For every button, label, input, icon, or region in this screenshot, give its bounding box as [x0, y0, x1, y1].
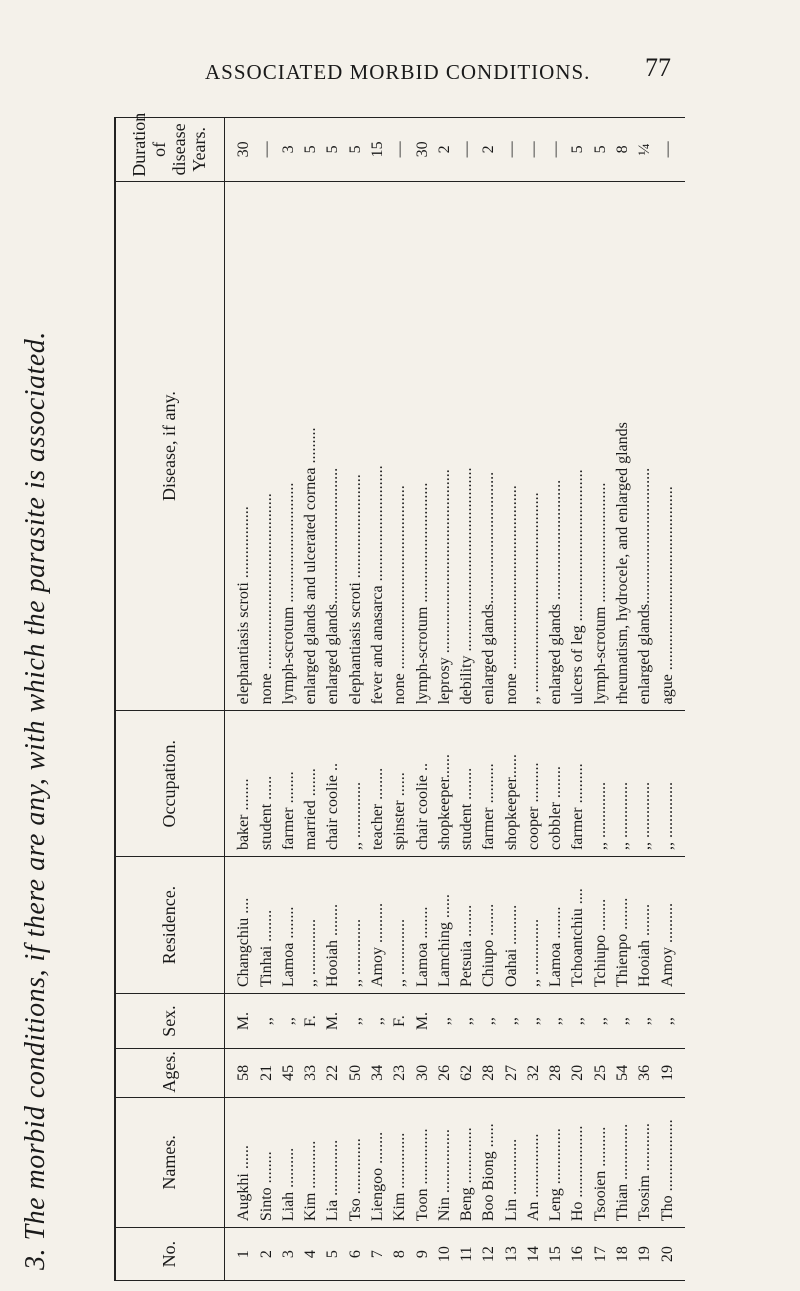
- cell-sex: ,,: [255, 994, 277, 1049]
- cell-duration: 15: [367, 118, 389, 182]
- cell-name: Ho ..................: [567, 1097, 589, 1228]
- cell-age: 26: [434, 1049, 456, 1098]
- cell-duration: —: [255, 118, 277, 182]
- col-header-names: Names.: [115, 1097, 225, 1228]
- cell-no: 16: [567, 1228, 589, 1281]
- cell-occupation: farmer ..........: [478, 711, 500, 857]
- cell-sex: M.: [225, 994, 256, 1049]
- table-row: [634, 118, 656, 1281]
- cell-occupation: student ......: [255, 711, 277, 857]
- cell-name: Thian ..............: [612, 1097, 634, 1228]
- cell-residence: Lamching ......: [434, 857, 456, 994]
- cell-name: Tho ..................: [656, 1097, 678, 1228]
- cell-name: Tsooien ..........: [590, 1097, 612, 1228]
- cell-sex: F.: [389, 994, 411, 1049]
- cell-sex: ,,: [456, 994, 478, 1049]
- cell-residence: Tinhai ........: [255, 857, 277, 994]
- cell-age: 62: [456, 1049, 478, 1098]
- cell-disease: lymph-scrotum ..............................: [278, 181, 300, 711]
- cell-no: 20: [656, 1228, 678, 1281]
- cell-duration: 5: [300, 118, 322, 182]
- cell-disease: leprosy ..............................................: [434, 181, 456, 711]
- cell-sex: ,,: [545, 994, 567, 1049]
- cell-residence: ,, ..............: [389, 857, 411, 994]
- cell-sex: ,,: [634, 994, 656, 1049]
- cell-age: 58: [225, 1049, 256, 1098]
- col-header-no: No.: [115, 1228, 225, 1281]
- page-number: 77: [645, 53, 671, 82]
- table-row: [411, 118, 433, 1281]
- table-row: [500, 118, 522, 1281]
- cell-disease: enlarged glands ..............................: [545, 181, 567, 711]
- cell-occupation: ,, ..............: [612, 711, 634, 857]
- cell-disease: lymph-scrotum ..............................: [411, 181, 433, 711]
- cell-no: 7: [367, 1228, 389, 1281]
- table-row: [456, 118, 478, 1281]
- table-row: [225, 118, 256, 1281]
- table-row: [523, 118, 545, 1281]
- cell-residence: Lamoa ........: [278, 857, 300, 994]
- cell-age: 36: [634, 1049, 656, 1098]
- cell-no: 12: [478, 1228, 500, 1281]
- cell-disease: rheumatism, hydrocele, and enlarged glands: [612, 181, 634, 711]
- cell-sex: ,,: [656, 994, 678, 1049]
- cell-no: 2: [255, 1228, 277, 1281]
- cell-residence: ,, ..............: [345, 857, 367, 994]
- cell-duration: —: [389, 118, 411, 182]
- cell-no: 5: [322, 1228, 344, 1281]
- col-header-duration: Duration of disease Years.: [115, 118, 225, 182]
- cell-occupation: ,, ..............: [634, 711, 656, 857]
- cell-duration: 5: [322, 118, 344, 182]
- table-row: [478, 118, 500, 1281]
- cell-disease: elephantiasis scroti ..................: [225, 181, 256, 711]
- cell-no: 1: [225, 1228, 256, 1281]
- cell-name: An ................: [523, 1097, 545, 1228]
- cell-disease: none ..............................................: [389, 181, 411, 711]
- col-header-residence: Residence.: [115, 857, 225, 994]
- cell-residence: ,, ..............: [300, 857, 322, 994]
- cell-disease: none ..............................................: [500, 181, 522, 711]
- cell-duration: ¼: [634, 118, 656, 182]
- cell-duration: —: [545, 118, 567, 182]
- cell-disease: debility ..............................................: [456, 181, 478, 711]
- cell-occupation: shopkeeper......: [500, 711, 522, 857]
- cell-duration: 3: [278, 118, 300, 182]
- cell-age: 33: [300, 1049, 322, 1098]
- cell-name: Boo Biong ......: [478, 1097, 500, 1228]
- cell-disease: lymph-scrotum ..............................: [590, 181, 612, 711]
- cell-duration: 2: [434, 118, 456, 182]
- cell-name: Nin ................: [434, 1097, 456, 1228]
- spacer-cell: [679, 711, 685, 857]
- cell-occupation: baker ........: [225, 711, 256, 857]
- cell-duration: 30: [225, 118, 256, 182]
- cell-no: 19: [634, 1228, 656, 1281]
- cell-residence: Chiupo ........: [478, 857, 500, 994]
- cell-sex: ,,: [567, 994, 589, 1049]
- cell-no: 18: [612, 1228, 634, 1281]
- table-row: [367, 118, 389, 1281]
- cell-name: Kim ..............: [389, 1097, 411, 1228]
- spacer-cell: [679, 857, 685, 994]
- cell-age: 23: [389, 1049, 411, 1098]
- cell-occupation: chair coolie ..: [322, 711, 344, 857]
- cell-occupation: married .......: [300, 711, 322, 857]
- table-row: [255, 118, 277, 1281]
- cell-occupation: spinster ......: [389, 711, 411, 857]
- cell-occupation: teacher ........: [367, 711, 389, 857]
- cell-disease: none ............................................: [255, 181, 277, 711]
- cell-duration: —: [500, 118, 522, 182]
- table-header-row: [115, 118, 225, 1281]
- cell-age: 19: [656, 1049, 678, 1098]
- cell-age: 30: [411, 1049, 433, 1098]
- cell-occupation: shopkeeper......: [434, 711, 456, 857]
- cell-residence: Petsuia ........: [456, 857, 478, 994]
- cell-age: 50: [345, 1049, 367, 1098]
- cell-sex: ,,: [590, 994, 612, 1049]
- rotated-table-container: [114, 112, 685, 1281]
- cell-disease: elephantiasis scroti ..........................: [345, 181, 367, 711]
- cell-age: 34: [367, 1049, 389, 1098]
- col-header-occupation: Occupation.: [115, 711, 225, 857]
- cell-residence: Hooiah ........: [322, 857, 344, 994]
- cell-age: 45: [278, 1049, 300, 1098]
- table-body: [225, 118, 686, 1281]
- morbid-conditions-table: [114, 112, 685, 1281]
- cell-sex: ,,: [612, 994, 634, 1049]
- cell-occupation: farmer ..........: [567, 711, 589, 857]
- cell-residence: ,, ..............: [523, 857, 545, 994]
- cell-age: 28: [545, 1049, 567, 1098]
- cell-disease: ulcers of leg ......................................: [567, 181, 589, 711]
- cell-duration: —: [456, 118, 478, 182]
- cell-age: 27: [500, 1049, 522, 1098]
- cell-occupation: farmer ........: [278, 711, 300, 857]
- cell-age: 32: [523, 1049, 545, 1098]
- cell-occupation: cobbler ........: [545, 711, 567, 857]
- cell-disease: enlarged glands.................................: [478, 181, 500, 711]
- cell-sex: ,,: [345, 994, 367, 1049]
- cell-no: 6: [345, 1228, 367, 1281]
- cell-residence: Tchiupo ........: [590, 857, 612, 994]
- spacer-cell: [679, 1097, 685, 1228]
- spacer-cell: [679, 181, 685, 711]
- cell-occupation: ,, ..............: [590, 711, 612, 857]
- cell-disease: enlarged glands..................................: [322, 181, 344, 711]
- cell-no: 15: [545, 1228, 567, 1281]
- cell-occupation: student ........: [456, 711, 478, 857]
- cell-no: 8: [389, 1228, 411, 1281]
- cell-occupation: chair coolie ..: [411, 711, 433, 857]
- cell-age: 54: [612, 1049, 634, 1098]
- cell-sex: F.: [300, 994, 322, 1049]
- cell-sex: ,,: [278, 994, 300, 1049]
- cell-occupation: ,, ..............: [345, 711, 367, 857]
- cell-no: 13: [500, 1228, 522, 1281]
- cell-name: Augkhi ......: [225, 1097, 256, 1228]
- table-title: 3. The morbid conditions, if there are any, with which the parasite is associated.: [20, 331, 51, 1270]
- table-row: [545, 118, 567, 1281]
- cell-disease: ague ..............................................: [656, 181, 678, 711]
- table-row: [590, 118, 612, 1281]
- cell-residence: Changchiu ....: [225, 857, 256, 994]
- cell-residence: Tchoantchiu ....: [567, 857, 589, 994]
- cell-name: Beng ..............: [456, 1097, 478, 1228]
- table-row: [278, 118, 300, 1281]
- cell-occupation: ,, ..............: [656, 711, 678, 857]
- table-bottom-spacer: [679, 118, 685, 1281]
- cell-age: 25: [590, 1049, 612, 1098]
- cell-no: 14: [523, 1228, 545, 1281]
- cell-duration: 5: [590, 118, 612, 182]
- cell-duration: 2: [478, 118, 500, 182]
- col-header-sex: Sex.: [115, 994, 225, 1049]
- cell-name: Lin ..............: [500, 1097, 522, 1228]
- cell-age: 20: [567, 1049, 589, 1098]
- running-head: ASSOCIATED MORBID CONDITIONS.: [205, 60, 591, 84]
- cell-name: Leng ..............: [545, 1097, 567, 1228]
- cell-no: 3: [278, 1228, 300, 1281]
- cell-disease: enlarged glands..................................: [634, 181, 656, 711]
- cell-residence: Amoy ..........: [367, 857, 389, 994]
- cell-duration: 5: [345, 118, 367, 182]
- cell-sex: ,,: [434, 994, 456, 1049]
- cell-residence: Oahai ..........: [500, 857, 522, 994]
- cell-disease: ,, ..................................................: [523, 181, 545, 711]
- cell-duration: 30: [411, 118, 433, 182]
- col-header-disease: Disease, if any.: [115, 181, 225, 711]
- table-row: [656, 118, 678, 1281]
- col-header-ages: Ages.: [115, 1049, 225, 1098]
- cell-name: Toon ..............: [411, 1097, 433, 1228]
- table-row: [345, 118, 367, 1281]
- cell-name: Tsosim ............: [634, 1097, 656, 1228]
- table-row: [322, 118, 344, 1281]
- cell-sex: ,,: [478, 994, 500, 1049]
- cell-name: Liah ..........: [278, 1097, 300, 1228]
- spacer-cell: [679, 1228, 685, 1281]
- table-row: [434, 118, 456, 1281]
- table-row: [612, 118, 634, 1281]
- spacer-cell: [679, 118, 685, 182]
- cell-no: 11: [456, 1228, 478, 1281]
- cell-residence: Thienpo ........: [612, 857, 634, 994]
- table-row: [300, 118, 322, 1281]
- cell-no: 4: [300, 1228, 322, 1281]
- cell-name: Sinto ........: [255, 1097, 277, 1228]
- cell-no: 17: [590, 1228, 612, 1281]
- cell-sex: ,,: [523, 994, 545, 1049]
- cell-duration: 5: [567, 118, 589, 182]
- spacer-cell: [679, 994, 685, 1049]
- cell-age: 21: [255, 1049, 277, 1098]
- cell-duration: —: [523, 118, 545, 182]
- cell-residence: Amoy ..........: [656, 857, 678, 994]
- table-row: [389, 118, 411, 1281]
- cell-name: Tso ..............: [345, 1097, 367, 1228]
- cell-residence: Lamoa ........: [545, 857, 567, 994]
- cell-duration: —: [656, 118, 678, 182]
- cell-age: 22: [322, 1049, 344, 1098]
- cell-residence: Hooiah ........: [634, 857, 656, 994]
- spacer-cell: [679, 1049, 685, 1098]
- cell-residence: Lamoa ........: [411, 857, 433, 994]
- cell-sex: M.: [411, 994, 433, 1049]
- cell-disease: fever and anasarca .............................: [367, 181, 389, 711]
- cell-name: Liengoo ........: [367, 1097, 389, 1228]
- cell-name: Lia ..............: [322, 1097, 344, 1228]
- cell-occupation: cooper ..........: [523, 711, 545, 857]
- cell-disease: enlarged glands and ulcerated cornea .........: [300, 181, 322, 711]
- cell-no: 9: [411, 1228, 433, 1281]
- cell-name: Kim ............: [300, 1097, 322, 1228]
- cell-sex: M.: [322, 994, 344, 1049]
- cell-sex: ,,: [367, 994, 389, 1049]
- cell-sex: ,,: [500, 994, 522, 1049]
- page-header: [0, 0, 800, 110]
- table-row: [567, 118, 589, 1281]
- cell-age: 28: [478, 1049, 500, 1098]
- cell-no: 10: [434, 1228, 456, 1281]
- cell-duration: 8: [612, 118, 634, 182]
